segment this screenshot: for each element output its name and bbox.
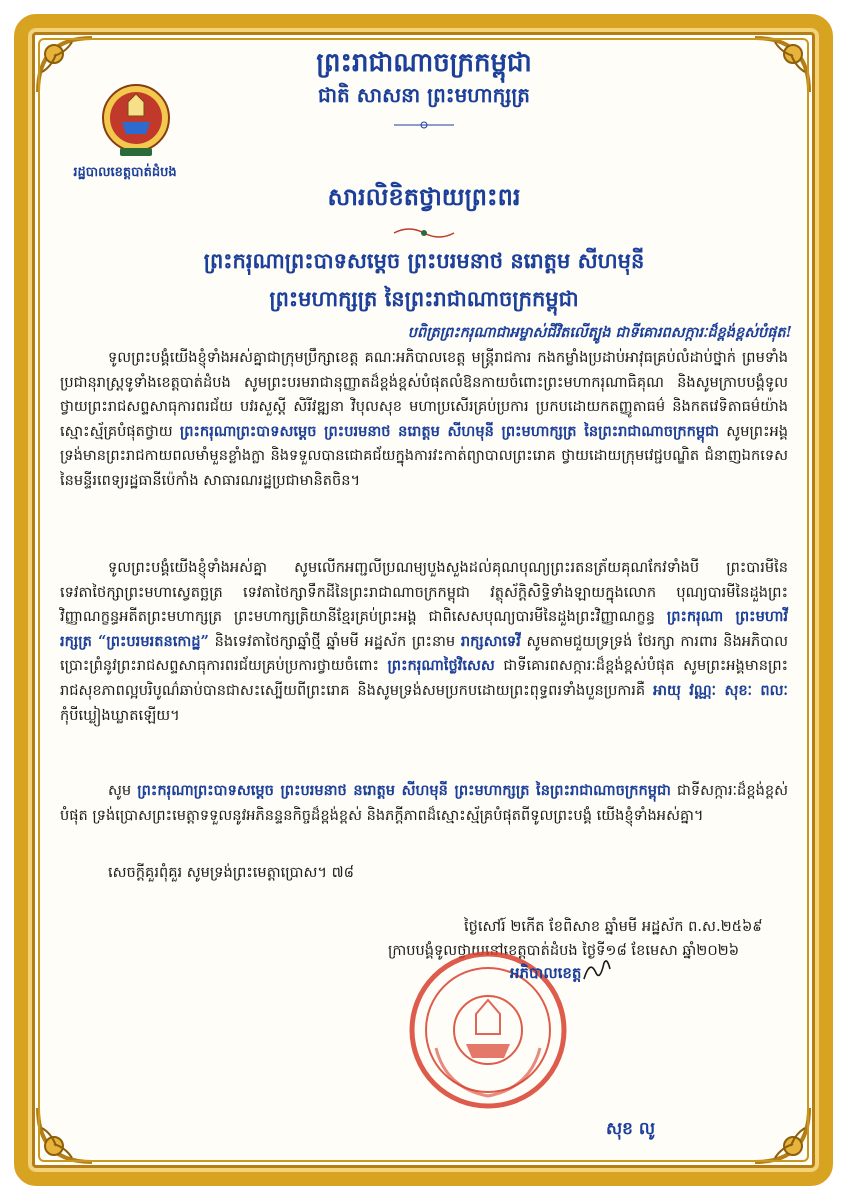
national-motto: ជាតិ សាសនា ព្រះមហាក្សត្រ xyxy=(318,83,530,107)
paragraph-text: ជាទីសក្ការៈដ៏ខ្ពង់ខ្ពស់បំផុត ទ្រង់ប្រោសព្រះមេត្តាទទួលនូវអភិនន្ទនកិច្ចដ៏ខ្ពង់ខ្ពស់ និងភក្ដីភាពដ៏ស្មោះស្ម័គ្របំផុតពីទូលព្រះបង្គំ យើងខ្ញុំទាំងអស់គ្នា។ xyxy=(60,782,789,824)
paragraph-text: សូមព្រះអង្គទ្រង់មានព្រះរាជកាយពលមាំមួនខ្លាំងក្លា និងទទួលបានជោគជ័យក្នុងការវះកាត់ព្យាបាលព្រះរោគ ថ្វាយដោយក្រុមវេជ្ជបណ្ឌិត ជំនាញឯកទេស នៃមន្ទីរពេទ្យរដ្ឋធានីប៉េកាំង សាធារណរដ្ឋប្រជាមានិតចិន។ xyxy=(60,422,789,489)
paragraph-text: ជាទីគោរពសក្ការៈដ៏ខ្ពង់ខ្ពស់បំផុត សូមព្រះអង្គមានព្រះរាជសុខភាពល្អបរិបូណ៌ឆាប់បានជាសះស្បើយពីព្រះរោគ និងសូមទ្រង់សមប្រកបដោយព្រះពុទ្ធពរទាំងបួនប្រការគឺ xyxy=(60,657,788,699)
blessings-emphasis: អាយុ វណ្ណៈ សុខៈ ពលៈ xyxy=(653,681,789,699)
paragraph-text: ទូលព្រះបង្គំយើងខ្ញុំទាំងអស់គ្នា សូមលើកអញ្ជលីប្រណម្យបួងសួងដល់គុណបុណ្យព្រះរតនត្រ័យគុណកែវទាំងបី ព្រះបារមីនៃទេវតាថៃក្សាព្រះមហាស្វេតច្ឆត្រ ទេវតាថៃក្សាទឹកដីនៃព្រះរាជាណាចក្រកម្ពុជា វត្ថុស័ក្តិសិទ្ធិទាំងឡាយក្នុងលោក បុណ្យបារមីនៃដួងព្រះវិញ្ញាណក្ខន្ធអតីតព្រះមហាក្សត្រ ព្រះមហាក្សត្រិយានីខ្មែរគ្រប់ព្រះអង្គ ជាពិសេសបុណ្យបារមីនៃដួងព្រះវិញ្ញាណក្ខន្ធ xyxy=(60,559,788,626)
paragraph-text: ទូលព្រះបង្គំយើងខ្ញុំទាំងអស់គ្នាជាក្រុមប្រឹក្សាខេត្ត គណៈអភិបាលខេត្ត មន្ត្រីរាជការ កងកម្លាំងប្រដាប់អាវុធគ្រប់លំដាប់ថ្នាក់ ព្រមទាំងប្រជានុរាស្ត្រទូទាំងខេត្តបាត់ដំបង សូមព្រះបរមរាជានុញ្ញាតដ៏ខ្ពង់ខ្ពស់បំផុតលំឱនកាយចំពោះព្រះមហាករុណាធិគុណ និងសូមក្រាបបង្គំទូលថ្វាយព្រះរាជសព្ទសាធុការពរជ័យ បវរសួស្ដី សិរីវឌ្ឍនា វិបុលសុខ មហាប្រសើរគ្រប់ប្រការ ប្រកបដោយកតញ្ញូតាធម៌ និងកតវេទិតាធម៌យ៉ាងស្មោះស្ម័គ្របំផុតថ្វាយ xyxy=(60,349,788,440)
paragraph-text: កុំបីឃ្លៀងឃ្លាតឡើយ។ xyxy=(60,706,180,724)
signature-mark-icon xyxy=(580,955,620,985)
royal-name-emphasis: ព្រះករុណា ព្រះមហាវីរក្សត្រ “ព្រះបរមរតនកោដ្ឋ” xyxy=(60,608,789,650)
title-ornament-icon xyxy=(392,226,456,240)
paragraph-2 xyxy=(60,556,788,728)
royal-name-emphasis: ព្រះករុណាព្រះបាទសម្ដេច ព្រះបរមនាថ នរោត្តម សីហមុនី ព្រះមហាក្សត្រ នៃព្រះរាជាណាចក្រកម្ពុជា xyxy=(137,782,671,799)
province-name: រដ្ឋបាលខេត្តបាត់ដំបង xyxy=(73,165,177,180)
document-title: សារលិខិតថ្វាយព្រះពរ xyxy=(327,182,521,211)
provincial-emblem-icon xyxy=(100,78,172,168)
closing-formula: សេចក្ដីគួរពុំគួរ សូមទ្រង់ព្រះមេត្តាប្រោស។ ៧៨ xyxy=(108,864,354,881)
paragraph-text: និងទេវតាថៃក្សាឆ្នាំថ្មី ឆ្នាំមមី អដ្ឋស័ក ព្រះនាម xyxy=(214,632,456,650)
lunar-date: ថ្ងៃសៅរ៍ ២កើត ខែពិសាខ ឆ្នាំមមី អដ្ឋស័ក ព.ស.២៥៦៩ xyxy=(464,918,763,935)
addressee-line-1: ព្រះករុណាព្រះបាទសម្ដេច ព្រះបរមនាថ នរោត្តម សីហមុនី xyxy=(203,248,645,273)
deity-name-emphasis: រាក្សសាទេវី xyxy=(460,632,521,650)
paragraph-text: សូម xyxy=(108,782,132,799)
paragraph-1 xyxy=(60,346,788,494)
signer-name: សុខ លូ xyxy=(606,1119,656,1139)
heading-divider-icon xyxy=(394,120,454,130)
royal-name-emphasis: ព្រះករុណាព្រះបាទសម្ដេច ព្រះបរមនាថ នរោត្តម សីហមុនី ព្រះមហាក្សត្រ នៃព្រះរាជាណាចក្រកម្ពុជា xyxy=(179,422,720,440)
signer-title: អភិបាលខេត្ត xyxy=(510,964,582,982)
place-and-date: ក្រាបបង្គំទូលថ្វាយនៅខេត្តបាត់ដំបង ថ្ងៃទី១៨ ខែមេសា ឆ្នាំ២០២៦ xyxy=(388,942,740,959)
addressee-line-2: ព្រះមហាក្សត្រ នៃព្រះរាជាណាចក្រកម្ពុជា xyxy=(269,286,579,311)
paragraph-text: សូមតាមជួយទ្រទ្រង់ ថែរក្សា ការពារ និងអភិបាល ប្រោះព្រំនូវព្រះរាជសព្ទសាធុការពរជ័យគ្រប់ប្រការថ្វាយចំពោះ xyxy=(60,632,789,675)
salutation-tagline: បពិត្រព្រះករុណាជាអម្ចាស់ជីវិតលើត្បូង ជាទីគោរពសក្ការៈដ៏ខ្ពង់ខ្ពស់បំផុត! xyxy=(407,324,792,341)
paragraph-3 xyxy=(60,779,788,828)
kingdom-heading: ព្រះរាជាណាចក្រកម្ពុជា xyxy=(316,48,532,78)
royal-title-emphasis: ព្រះករុណាថ្លៃវិសេស xyxy=(387,657,495,675)
